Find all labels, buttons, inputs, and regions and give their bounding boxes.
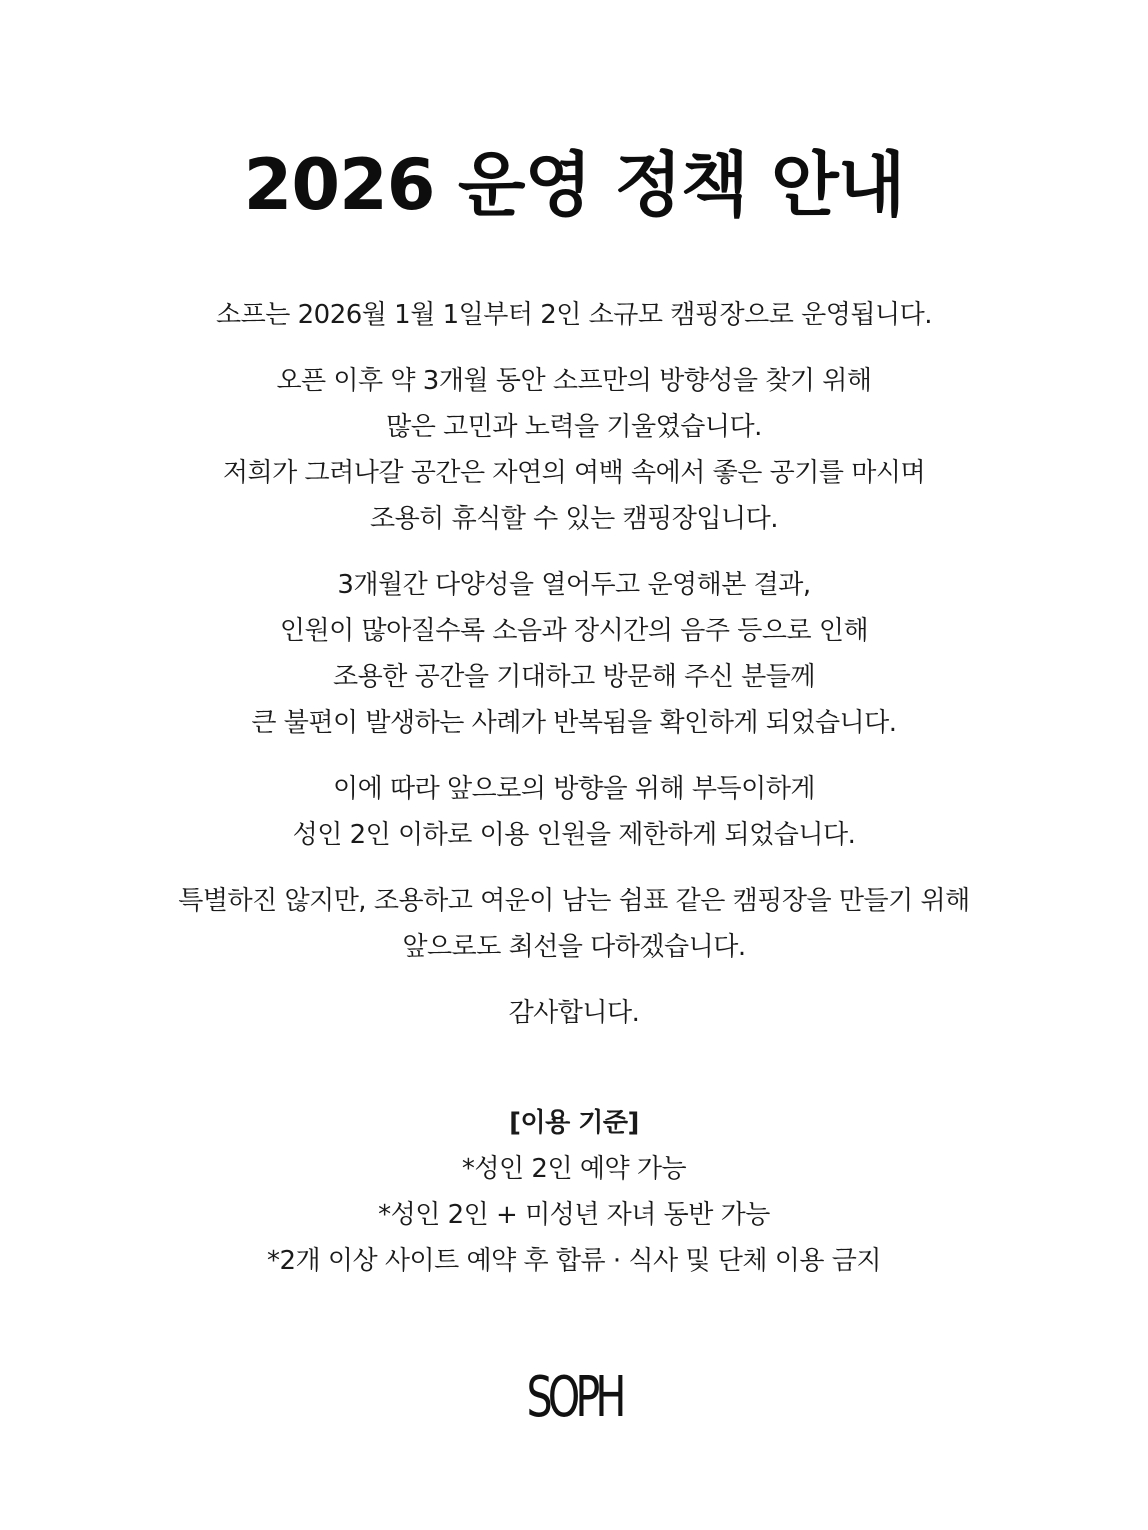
paragraph-5 xyxy=(0,878,1148,970)
paragraph-line: 인원이 많아질수록 소음과 장시간의 음주 등으로 인해 xyxy=(279,616,869,646)
paragraph-4 xyxy=(0,766,1148,858)
paragraph-1 xyxy=(0,292,1148,338)
paragraph-line: 소프는 2026월 1월 1일부터 2인 소규모 캠핑장으로 운영됩니다. xyxy=(216,300,932,330)
paragraph-line: 앞으로도 최선을 다하겠습니다. xyxy=(402,932,746,962)
notice-body xyxy=(0,292,1148,1056)
paragraph-line: 3개월간 다양성을 열어두고 운영해본 결과, xyxy=(337,570,811,600)
brand-logo: SOPH xyxy=(526,1365,622,1430)
paragraph-line: 오픈 이후 약 3개월 동안 소프만의 방향성을 찾기 위해 xyxy=(276,366,872,396)
usage-rules xyxy=(0,1100,1148,1284)
usage-rule-item: *성인 2인 + 미성년 자녀 동반 가능 xyxy=(378,1200,770,1230)
paragraph-line: 저희가 그려나갈 공간은 자연의 여백 속에서 좋은 공기를 마시며 xyxy=(222,458,926,488)
paragraph-2 xyxy=(0,358,1148,542)
usage-rules-heading: [이용 기준] xyxy=(509,1108,639,1138)
paragraph-3 xyxy=(0,562,1148,746)
paragraph-line: 큰 불편이 발생하는 사례가 반복됨을 확인하게 되었습니다. xyxy=(251,708,897,738)
paragraph-line: 감사합니다. xyxy=(508,998,640,1028)
page-title: 2026 운영 정책 안내 xyxy=(243,144,905,226)
paragraph-line: 이에 따라 앞으로의 방향을 위해 부득이하게 xyxy=(333,774,815,804)
paragraph-6 xyxy=(0,990,1148,1036)
paragraph-line: 조용히 휴식할 수 있는 캠핑장입니다. xyxy=(369,504,779,534)
paragraph-line: 특별하진 않지만, 조용하고 여운이 남는 쉼표 같은 캠핑장을 만들기 위해 xyxy=(178,886,970,916)
usage-rule-item: *2개 이상 사이트 예약 후 합류 · 식사 및 단체 이용 금지 xyxy=(266,1246,882,1276)
paragraph-line: 많은 고민과 노력을 기울였습니다. xyxy=(386,412,762,442)
paragraph-line: 성인 2인 이하로 이용 인원을 제한하게 되었습니다. xyxy=(292,820,856,850)
usage-rule-item: *성인 2인 예약 가능 xyxy=(461,1154,687,1184)
paragraph-line: 조용한 공간을 기대하고 방문해 주신 분들께 xyxy=(333,662,815,692)
